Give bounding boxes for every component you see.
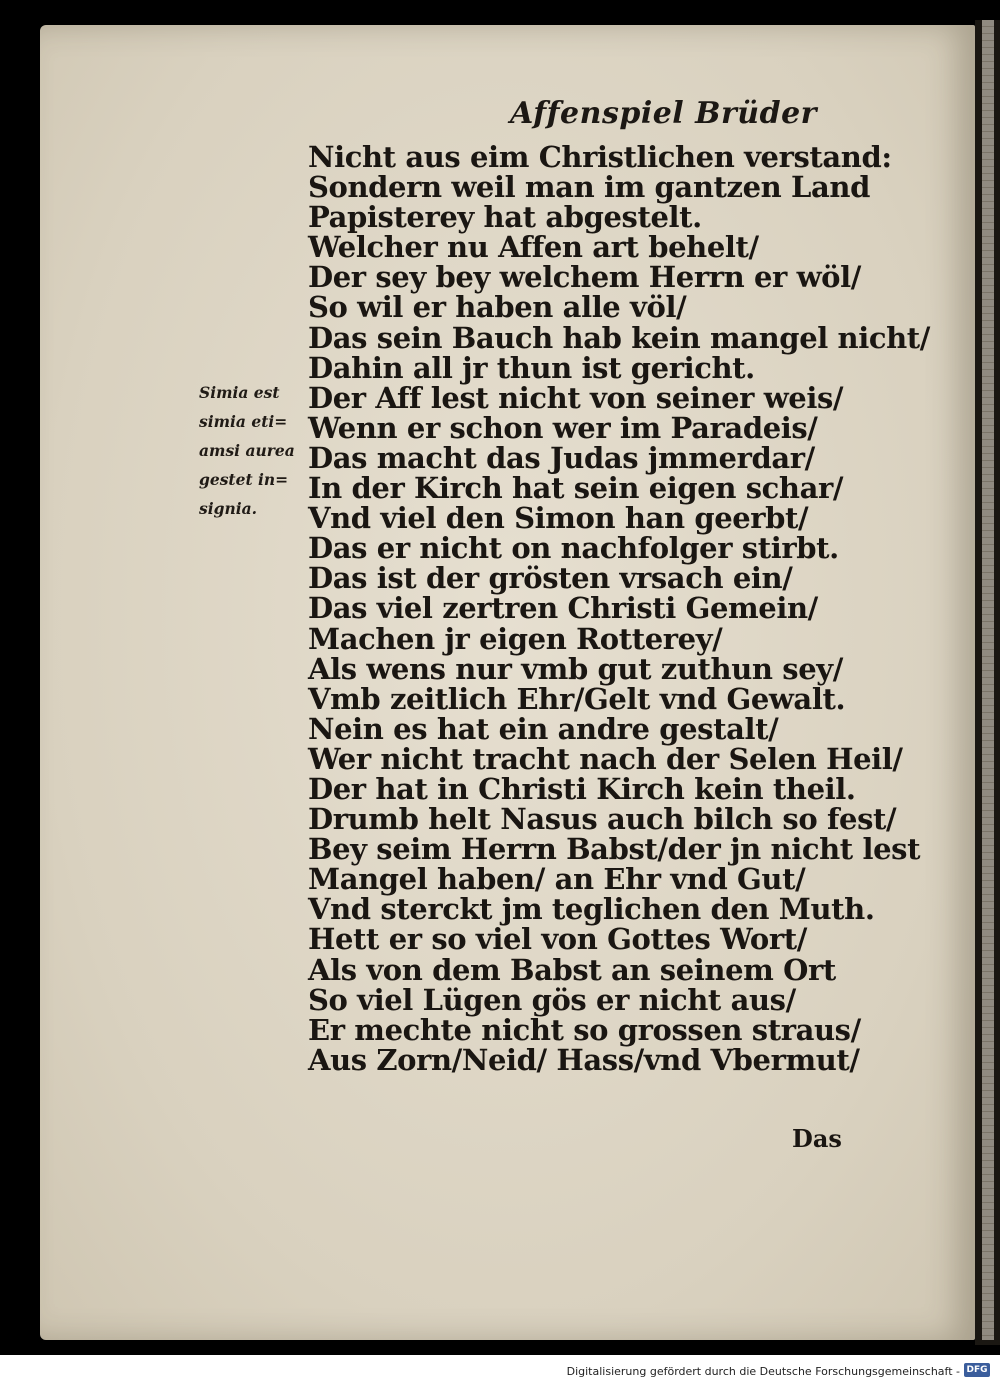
- verse-line: Das sein Bauch hab kein mangel nicht/: [308, 320, 930, 355]
- verse-line: Wer nicht tracht nach der Selen Heil/: [308, 741, 903, 776]
- scan-ruler: [982, 20, 994, 1340]
- verse-line: Papisterey hat abgestelt.: [308, 200, 702, 235]
- footer-credit: Digitalisierung gefördert durch die Deutsche Forschungsgemeinschaft -: [566, 1365, 960, 1378]
- verse-line: Mangel haben/ an Ehr vnd Gut/: [308, 862, 806, 897]
- verse-line: Der sey bey welchem Herrn er wöl/: [308, 260, 861, 295]
- verse-line: Vnd viel den Simon han geerbt/: [308, 501, 809, 536]
- verse-line: Das macht das Judas jmmerdar/: [308, 440, 815, 475]
- verse-line: Bey seim Herrn Babst/der jn nicht lest: [308, 832, 921, 867]
- margin-note-line: Simia est: [199, 383, 280, 402]
- verse-line: Machen jr eigen Rotterey/: [308, 621, 723, 656]
- verse-line: Der hat in Christi Kirch kein theil.: [308, 771, 856, 806]
- verse-line: So viel Lügen gös er nicht aus/: [308, 982, 796, 1017]
- catchword: Das: [792, 1124, 842, 1153]
- verse-line: In der Kirch hat sein eigen schar/: [308, 471, 844, 506]
- verse-line: Welcher nu Affen art behelt/: [308, 230, 759, 265]
- verse-line: Das viel zertren Christi Gemein/: [308, 591, 818, 626]
- verse-line: Sondern weil man im gantzen Land: [308, 170, 870, 205]
- verse-line: Der Aff lest nicht von seiner weis/: [308, 380, 844, 415]
- margin-note-line: gestet in=: [199, 470, 289, 489]
- verse-line: Nicht aus eim Christlichen verstand:: [308, 140, 892, 174]
- dfg-logo: DFG: [964, 1363, 990, 1377]
- verse-line: Drumb helt Nasus auch bilch so fest/: [308, 802, 897, 837]
- verse-line: Nein es hat ein andre gestalt/: [308, 711, 779, 746]
- margin-note-line: simia eti=: [199, 412, 288, 431]
- verse-line: Dahin all jr thun ist gericht.: [308, 350, 755, 385]
- verse-line: Aus Zorn/Neid/ Hass/vnd Vbermut/: [308, 1042, 860, 1077]
- verse-line: Hett er so viel von Gottes Wort/: [308, 922, 807, 957]
- margin-note-line: signia.: [199, 499, 258, 518]
- verse-line: Vnd sterckt jm teglichen den Muth.: [308, 892, 875, 927]
- running-title: Affenspiel Brüder: [510, 96, 817, 131]
- margin-note: [199, 378, 299, 523]
- verse-line: Vmb zeitlich Ehr/Gelt vnd Gewalt.: [308, 681, 846, 716]
- verse-text: [308, 140, 930, 1077]
- verse-line: Das er nicht on nachfolger stirbt.: [308, 531, 839, 566]
- verse-line: Wenn er schon wer im Paradeis/: [308, 410, 818, 445]
- margin-note-line: amsi aurea: [199, 441, 295, 460]
- verse-line: Als von dem Babst an seinem Ort: [308, 952, 836, 987]
- verse-line: So wil er haben alle völ/: [308, 290, 687, 325]
- verse-line: Das ist der grösten vrsach ein/: [308, 561, 793, 596]
- verse-line: Als wens nur vmb gut zuthun sey/: [308, 651, 843, 686]
- verse-line: Er mechte nicht so grossen straus/: [308, 1012, 861, 1047]
